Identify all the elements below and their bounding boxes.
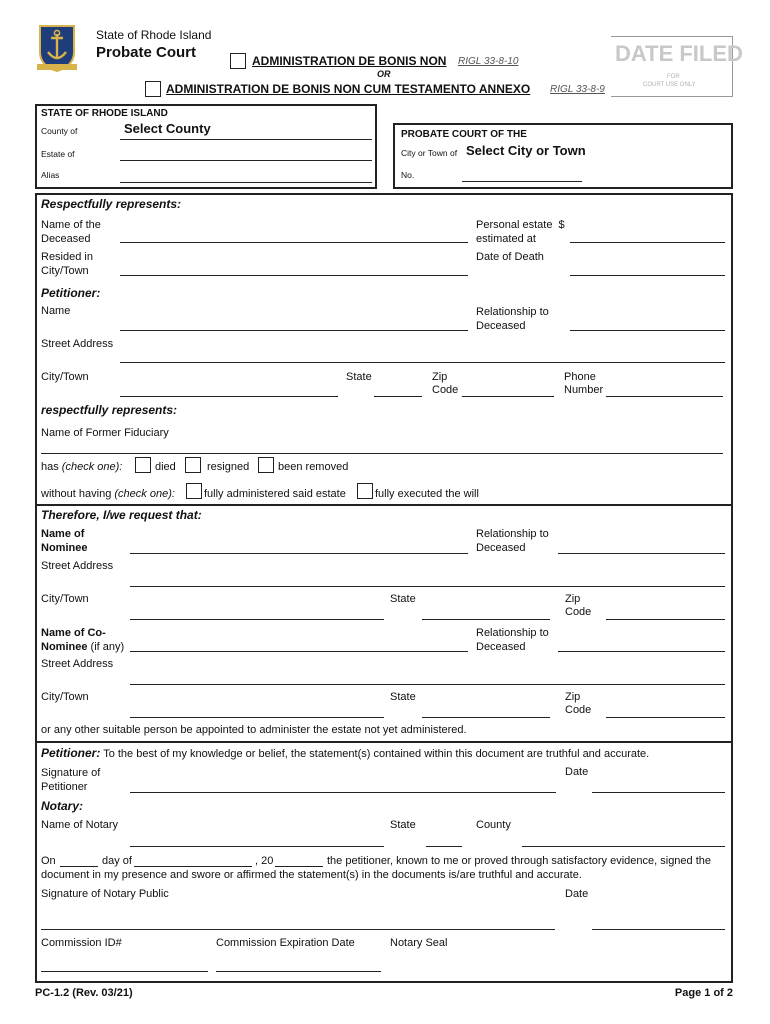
alias-label: Alias [41, 170, 60, 180]
name-deceased-field[interactable] [120, 242, 468, 243]
nominee-zip-label: Zip Code [565, 593, 592, 618]
sig-notary-field[interactable] [41, 929, 555, 930]
checkbox-bonis-non[interactable] [230, 53, 246, 69]
co-nominee-zip-label: Zip Code [565, 691, 592, 716]
personal-estate-field[interactable] [570, 242, 725, 243]
co-nominee-street-field[interactable] [130, 684, 725, 685]
case-number-field[interactable] [462, 181, 582, 182]
city-town-label: City/Town [41, 371, 89, 383]
option2-law: RIGL 33-8-9 [550, 84, 605, 95]
nominee-city-field[interactable] [130, 619, 384, 620]
resided-field[interactable] [120, 275, 468, 276]
notary-heading: Notary: [41, 799, 84, 813]
phone-field[interactable] [606, 396, 723, 397]
notary-state-field[interactable] [426, 846, 462, 847]
date-filed-box [611, 36, 743, 97]
co-nominee-city-field[interactable] [130, 717, 384, 718]
estate-field[interactable] [120, 160, 372, 161]
city-select[interactable]: Select City or Town [466, 143, 586, 158]
street-field[interactable] [120, 362, 725, 363]
document-text: document in my presence and swore or affirmed the statement(s) in the documents is/are truthful and accurate. [41, 869, 582, 881]
sig-notary-label: Signature of Notary Public [41, 888, 169, 900]
nominee-street-label: Street Address [41, 560, 114, 572]
date-label: Date [565, 766, 589, 778]
zip-field[interactable] [462, 396, 554, 397]
checkbox-administered[interactable] [186, 483, 202, 499]
name-deceased-label: Name of the Deceased [41, 219, 101, 245]
checkbox-resigned[interactable] [185, 457, 201, 473]
day-of-label: day of [102, 855, 132, 867]
month-field[interactable] [134, 866, 252, 867]
represents-heading: Respectfully represents: [41, 197, 182, 211]
resided-label: Resided in City/Town [41, 251, 93, 277]
without-label: without having (check one): [41, 488, 175, 500]
court-box-title: PROBATE COURT OF THE [401, 129, 527, 140]
co-nominee-state-field[interactable] [422, 717, 550, 718]
nominee-label: Name of Nominee [41, 528, 88, 554]
date-death-field[interactable] [570, 275, 725, 276]
option2-label: ADMINISTRATION DE BONIS NON CUM TESTAMENTO ANNEXO [166, 82, 531, 96]
zip-label: Zip Code [432, 371, 459, 396]
city-town-field[interactable] [120, 396, 338, 397]
year-field[interactable] [275, 866, 323, 867]
court-title: Probate Court [96, 44, 197, 61]
alias-field[interactable] [120, 182, 372, 183]
former-fiduciary-label: Name of Former Fiduciary [41, 427, 169, 439]
co-nominee-relationship-field[interactable] [558, 651, 725, 652]
street-label: Street Address [41, 338, 114, 350]
nominee-street-field[interactable] [130, 586, 725, 587]
rhode-island-seal-icon [36, 24, 78, 72]
section-divider [35, 504, 733, 506]
relationship-label: Relationship to Deceased [476, 306, 549, 332]
on-label: On [41, 855, 56, 867]
checkbox-died[interactable] [135, 457, 151, 473]
state-line: State of Rhode Island [96, 28, 212, 42]
co-nominee-street-label: Street Address [41, 658, 114, 670]
notary-county-field[interactable] [522, 846, 725, 847]
for-label: FOR [667, 74, 680, 80]
court-use-label: COURT USE ONLY [643, 82, 696, 88]
petitioner-name-label: Name [41, 305, 71, 317]
petitioner-attest: Petitioner: To the best of my knowledge or belief, the statement(s) contained within this document are truthful and accurate. [41, 746, 650, 760]
commission-exp-field[interactable] [216, 971, 381, 972]
co-nominee-city-label: City/Town [41, 691, 89, 703]
co-nominee-relationship-label: Relationship to Deceased [476, 627, 549, 653]
phone-label: Phone Number [564, 371, 604, 396]
notary-name-label: Name of Notary [41, 819, 119, 831]
request-heading: Therefore, I/we request that: [41, 508, 202, 522]
county-label: County of [41, 126, 78, 136]
notary-seal-label: Notary Seal [390, 937, 448, 949]
petitioner-heading: Petitioner: [41, 286, 101, 300]
nominee-relationship-field[interactable] [558, 553, 725, 554]
or-label: OR [377, 69, 391, 79]
date-filed-label: DATE FILED [615, 41, 743, 66]
personal-estate-label: Personal estate $ estimated at [476, 219, 565, 245]
removed-label: been removed [278, 461, 349, 473]
county-box-title: STATE OF RHODE ISLAND [41, 108, 168, 119]
year-prefix: , 20 [255, 855, 274, 867]
county-select[interactable]: Select County [124, 121, 211, 136]
sig-petitioner-field[interactable] [130, 792, 556, 793]
notary-name-field[interactable] [130, 846, 384, 847]
date-field[interactable] [592, 792, 725, 793]
state-field[interactable] [374, 396, 422, 397]
former-fiduciary-field[interactable] [41, 453, 723, 454]
checkbox-cum-testamento[interactable] [145, 81, 161, 97]
nominee-relationship-label: Relationship to Deceased [476, 528, 549, 554]
administered-label: fully administered said estate [204, 488, 346, 500]
co-nominee-zip-field[interactable] [606, 717, 725, 718]
co-nominee-label: Name of Co- Nominee (if any) [41, 627, 125, 653]
day-field[interactable] [60, 866, 98, 867]
city-label: City or Town of [401, 148, 458, 158]
no-label: No. [401, 170, 415, 180]
co-nominee-state-label: State [390, 691, 416, 703]
petitioner-name-field[interactable] [120, 330, 468, 331]
relationship-field[interactable] [570, 330, 725, 331]
executed-label: fully executed the will [375, 488, 479, 500]
co-nominee-field[interactable] [130, 651, 468, 652]
commission-id-field[interactable] [41, 971, 208, 972]
nominee-state-field[interactable] [422, 619, 550, 620]
date2-field[interactable] [592, 929, 725, 930]
died-label: died [155, 461, 176, 473]
estate-label: Estate of [41, 149, 75, 159]
notary-state-label: State [390, 819, 416, 831]
nominee-city-label: City/Town [41, 593, 89, 605]
state-label: State [346, 371, 372, 383]
nominee-field[interactable] [130, 553, 468, 554]
checkbox-executed[interactable] [357, 483, 373, 499]
commission-exp-label: Commission Expiration Date [216, 937, 355, 949]
checkbox-removed[interactable] [258, 457, 274, 473]
sig-petitioner-label: Signature of Petitioner [41, 767, 101, 793]
option1-label: ADMINISTRATION DE BONIS NON [252, 54, 447, 68]
date-death-label: Date of Death [476, 251, 544, 263]
date2-label: Date [565, 888, 589, 900]
form-id: PC-1.2 (Rev. 03/21) [35, 987, 133, 999]
page-number: Page 1 of 2 [674, 987, 733, 999]
commission-id-label: Commission ID# [41, 937, 122, 949]
nominee-state-label: State [390, 593, 416, 605]
petitioner-known-text: the petitioner, known to me or proved through satisfactory evidence, signed the [327, 855, 712, 867]
nominee-zip-field[interactable] [606, 619, 725, 620]
resigned-label: resigned [207, 461, 250, 473]
notary-county-label: County [476, 819, 511, 831]
other-suitable-text: or any other suitable person be appointed to administer the estate not yet administered. [41, 724, 467, 736]
has-label: has (check one): [41, 461, 123, 473]
section-divider [35, 741, 733, 743]
former-heading: respectfully represents: [41, 403, 178, 417]
option1-law: RIGL 33-8-10 [458, 56, 519, 67]
